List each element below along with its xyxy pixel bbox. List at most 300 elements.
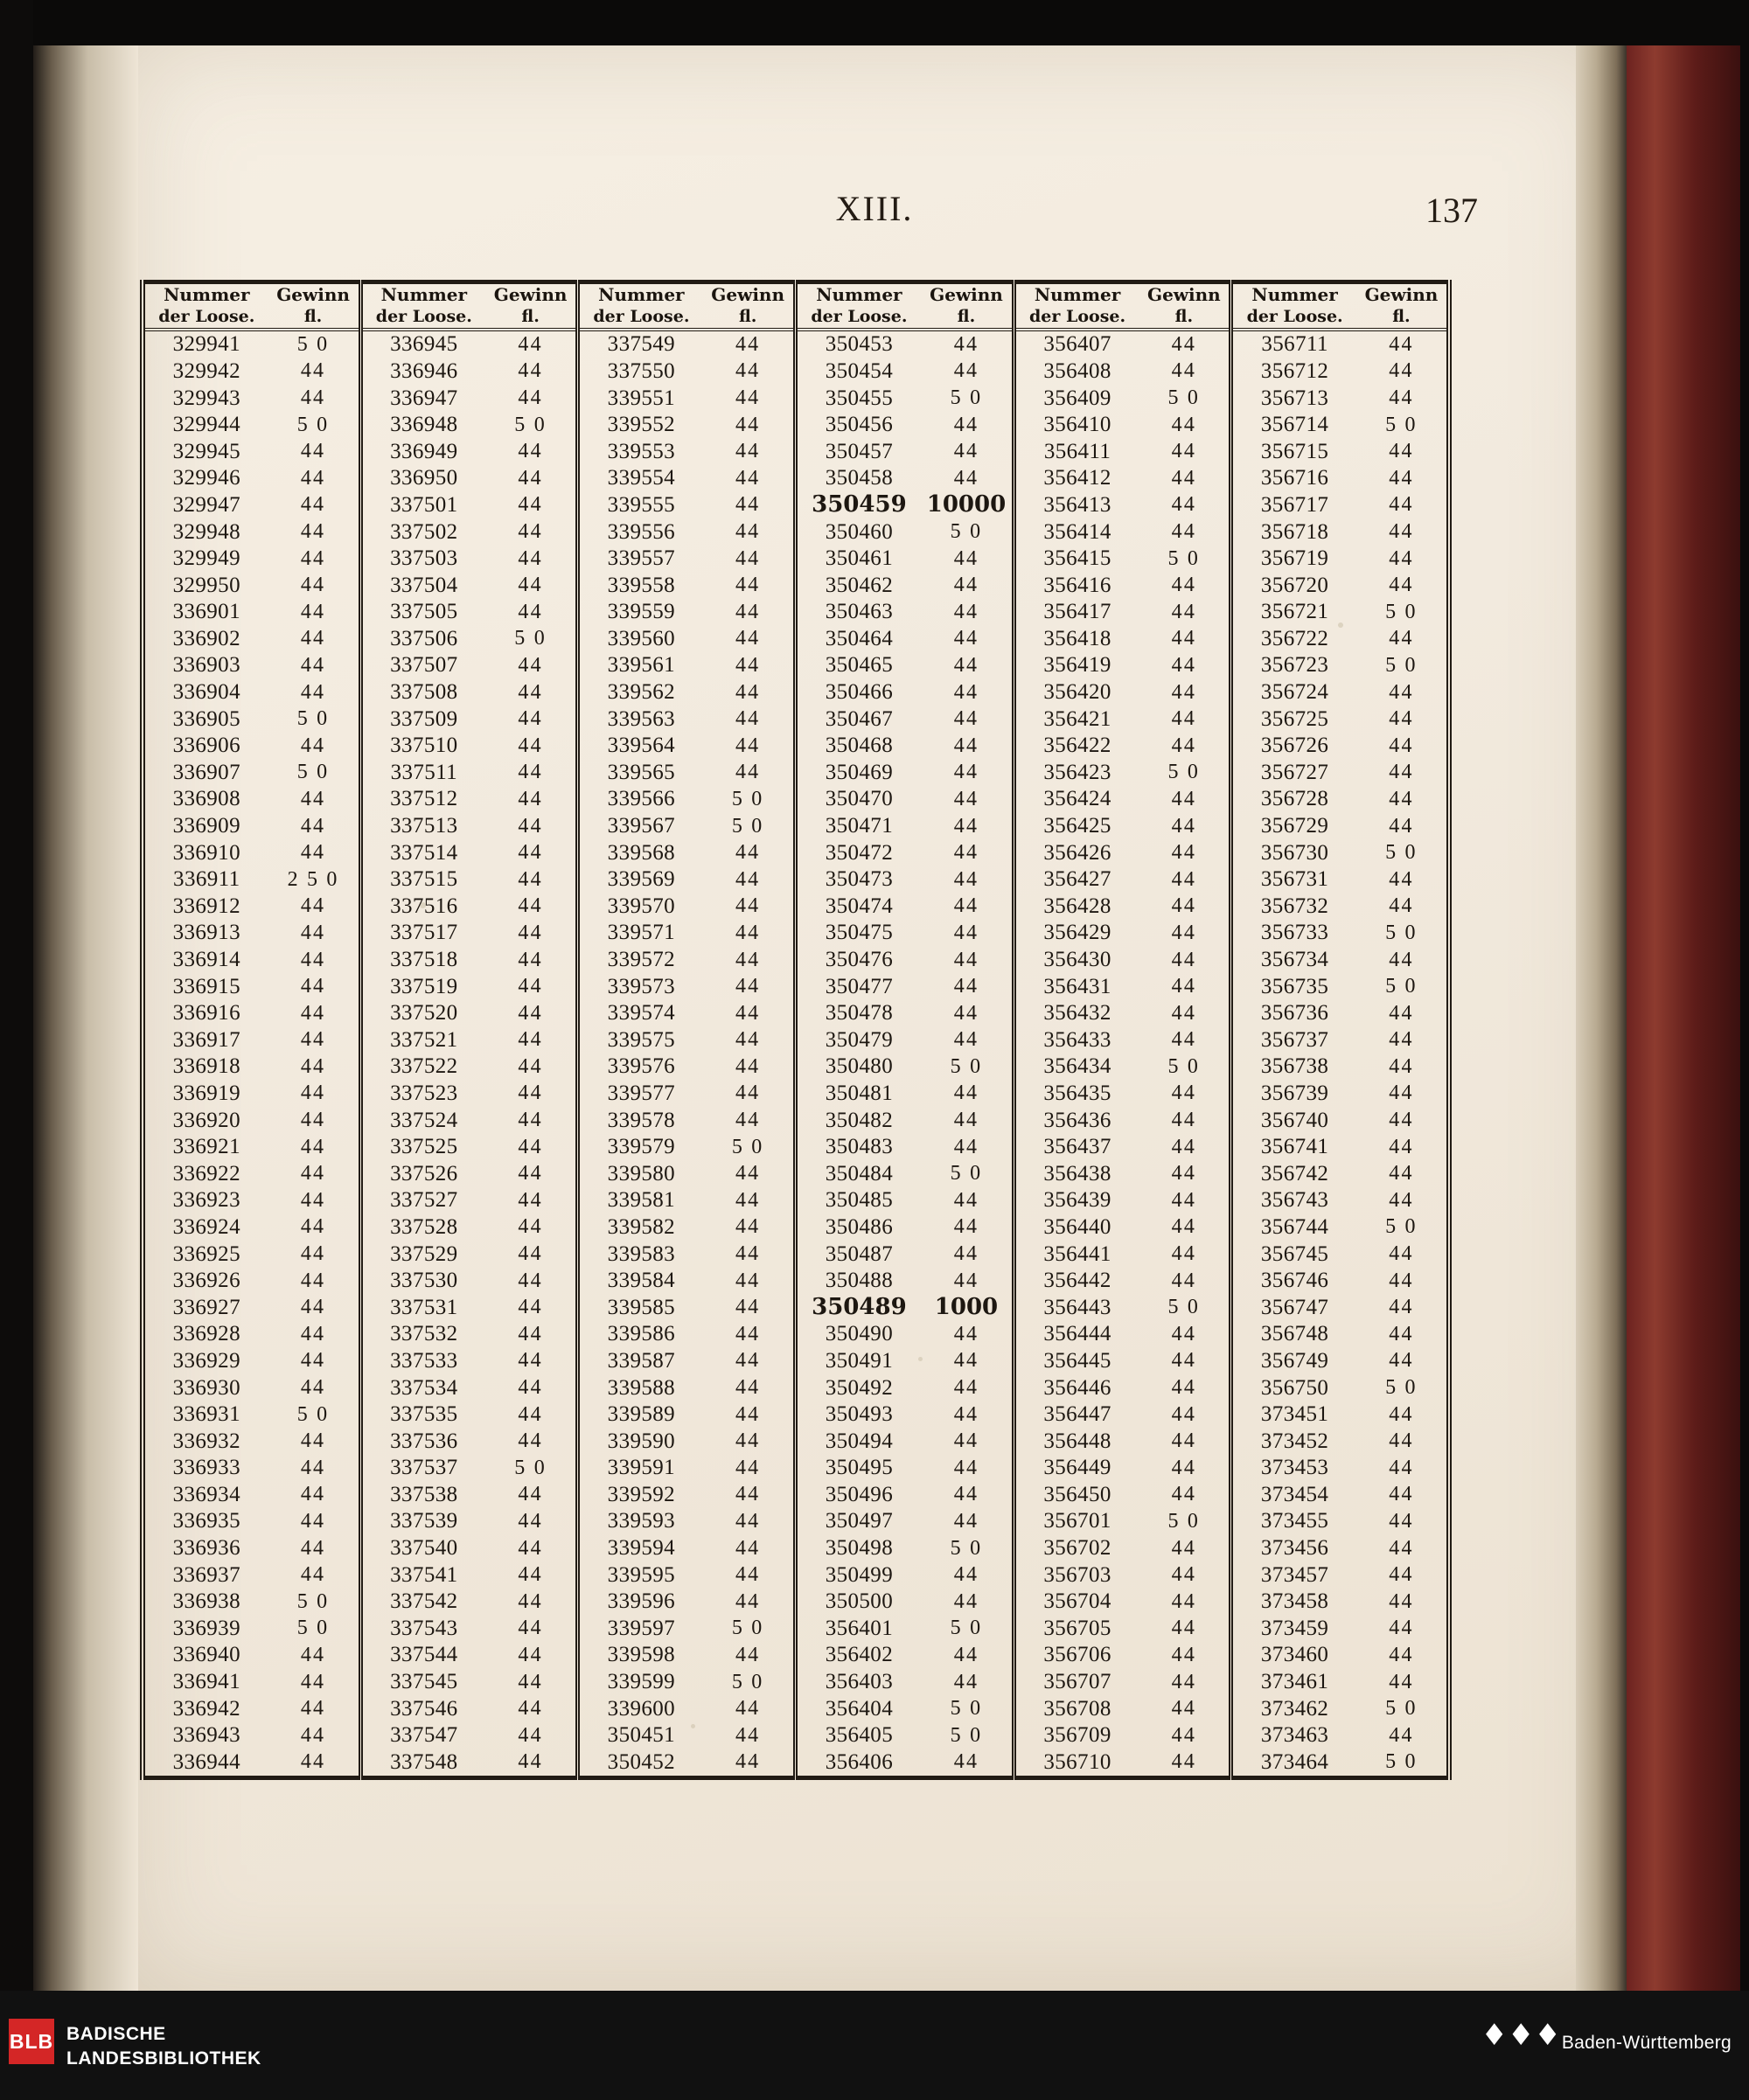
cell-prize-amount: 5 0	[921, 1615, 1014, 1642]
cell-ticket-number: 337532	[390, 1322, 458, 1346]
cell-ticket-number: 373463	[1260, 1723, 1329, 1748]
cell-ticket-number: 337501	[390, 492, 458, 517]
cell-prize-amount: 44	[921, 706, 1014, 733]
cell-prize-amount: 44	[1389, 1188, 1414, 1212]
cell-ticket-number: 339597	[607, 1616, 676, 1640]
cell-ticket-number: 337511	[390, 760, 458, 784]
cell-ticket-number: 336930	[172, 1375, 240, 1400]
cell-ticket-number: 356719	[1260, 546, 1329, 571]
cell-ticket-number: 356415	[1043, 546, 1111, 571]
cell-ticket-number: 373459	[1260, 1616, 1329, 1640]
cell-prize-amount: 5 0	[485, 411, 577, 438]
scan-border-top	[0, 0, 1749, 45]
cell-prize-amount: 5 0	[921, 1160, 1014, 1187]
cell-ticket-number: 356707	[1043, 1670, 1111, 1694]
cell-ticket-number: 356441	[1043, 1241, 1111, 1266]
cell-prize-amount: 5 0	[1139, 1053, 1230, 1081]
library-name-line2: LANDESBIBLIOTHEK	[66, 2048, 261, 2069]
table-row	[143, 652, 1449, 679]
cell-ticket-number: 350454	[825, 358, 894, 383]
cell-ticket-number: 356734	[1260, 948, 1329, 972]
cell-prize-amount: 44	[1139, 652, 1230, 679]
table-row	[143, 518, 1449, 546]
cell-ticket-number: 356727	[1260, 760, 1329, 784]
cell-prize-amount: 44	[1389, 546, 1414, 570]
lottery-table-wrapper	[140, 280, 1452, 1780]
chapter-number: XIII.	[835, 189, 914, 228]
cell-prize-amount: 44	[1139, 973, 1230, 1000]
cell-prize-amount: 44	[921, 1749, 1014, 1777]
cell-prize-amount: 44	[1389, 1643, 1414, 1666]
cell-prize-amount: 1000	[921, 1294, 1014, 1321]
cell-prize-amount: 5 0	[921, 1053, 1014, 1081]
cell-ticket-number: 350485	[825, 1188, 894, 1213]
cell-ticket-number: 336907	[172, 760, 240, 784]
col-header-number: Nummer der Loose.	[1231, 282, 1356, 330]
cell-prize-amount: 44	[268, 812, 360, 839]
cell-ticket-number: 356732	[1260, 894, 1329, 918]
cell-prize-amount: 44	[1389, 680, 1414, 704]
cell-ticket-number: 356446	[1043, 1375, 1111, 1400]
col-header-number: Nummer der Loose.	[795, 282, 921, 330]
cell-prize-amount: 44	[921, 999, 1014, 1026]
cell-prize-amount: 44	[1139, 1267, 1230, 1294]
cell-prize-amount: 5 0	[1139, 385, 1230, 412]
cell-ticket-number: 339551	[607, 386, 676, 410]
table-row	[143, 1347, 1449, 1374]
cell-prize-amount: 44	[1139, 1481, 1230, 1508]
cell-ticket-number: 339584	[607, 1269, 676, 1293]
cell-ticket-number: 329949	[172, 546, 240, 571]
cell-prize-amount: 44	[1389, 707, 1414, 731]
cell-ticket-number: 350493	[825, 1402, 894, 1427]
cell-ticket-number: 350483	[825, 1135, 894, 1159]
cell-ticket-number: 336946	[390, 358, 458, 383]
cell-prize-amount: 44	[1139, 330, 1230, 358]
cell-prize-amount: 44	[921, 732, 1014, 759]
table-row	[143, 1508, 1449, 1535]
cell-ticket-number: 356424	[1043, 787, 1111, 811]
book-cover	[1627, 45, 1740, 1991]
cell-ticket-number: 356433	[1043, 1027, 1111, 1052]
cell-ticket-number: 350478	[825, 1001, 894, 1026]
cell-prize-amount: 44	[1139, 1374, 1230, 1401]
cell-prize-amount: 44	[1139, 625, 1230, 652]
cell-prize-amount: 44	[1389, 1322, 1414, 1346]
cell-prize-amount: 5 0	[1385, 1376, 1418, 1400]
cell-prize-amount: 44	[485, 1241, 577, 1268]
cell-prize-amount: 44	[268, 786, 360, 813]
cell-ticket-number: 337513	[390, 814, 458, 838]
cell-ticket-number: 356738	[1260, 1054, 1329, 1079]
table-row	[143, 1133, 1449, 1160]
cell-ticket-number: 337502	[390, 519, 458, 544]
cell-prize-amount: 44	[1139, 1241, 1230, 1268]
cell-ticket-number: 336939	[172, 1616, 240, 1640]
cell-prize-amount: 44	[1389, 867, 1414, 891]
cell-ticket-number: 337522	[390, 1054, 458, 1079]
table-row	[143, 1588, 1449, 1615]
cell-prize-amount: 44	[1389, 1670, 1414, 1693]
cell-prize-amount: 44	[1139, 1321, 1230, 1348]
cell-ticket-number: 339577	[607, 1081, 676, 1105]
cell-prize-amount: 44	[485, 1695, 577, 1722]
cell-prize-amount: 44	[485, 1721, 577, 1749]
cell-prize-amount: 44	[703, 385, 795, 412]
cell-prize-amount: 44	[921, 893, 1014, 920]
cell-ticket-number: 350458	[825, 466, 894, 490]
library-footer-bar	[0, 1991, 1749, 2100]
cell-ticket-number: 356724	[1260, 680, 1329, 705]
cell-ticket-number: 373460	[1260, 1643, 1329, 1667]
cell-prize-amount: 44	[268, 1241, 360, 1268]
cell-ticket-number: 339553	[607, 439, 676, 463]
cell-prize-amount: 5 0	[921, 385, 1014, 412]
cell-ticket-number: 350497	[825, 1509, 894, 1533]
table-row	[143, 1455, 1449, 1482]
cell-ticket-number: 373457	[1260, 1562, 1329, 1587]
cell-prize-amount: 44	[1389, 440, 1414, 463]
cell-ticket-number: 356448	[1043, 1429, 1111, 1453]
cell-ticket-number: 336920	[172, 1108, 240, 1132]
cell-prize-amount: 44	[703, 1026, 795, 1053]
table-row	[143, 1321, 1449, 1348]
cell-prize-amount: 44	[1139, 1615, 1230, 1642]
cell-ticket-number: 339559	[607, 600, 676, 624]
cell-prize-amount: 44	[1389, 1483, 1414, 1506]
table-row	[143, 1561, 1449, 1589]
cell-ticket-number: 356748	[1260, 1322, 1329, 1346]
cell-ticket-number: 356403	[825, 1670, 894, 1694]
cell-prize-amount: 44	[703, 1561, 795, 1589]
cell-ticket-number: 339585	[607, 1295, 676, 1319]
cell-prize-amount: 44	[703, 1080, 795, 1107]
cell-ticket-number: 337539	[390, 1509, 458, 1533]
cell-prize-amount: 44	[1139, 1428, 1230, 1455]
cell-ticket-number: 350496	[825, 1482, 894, 1506]
cell-prize-amount: 44	[1139, 1213, 1230, 1241]
cell-ticket-number: 350460	[825, 519, 894, 544]
table-row	[143, 545, 1449, 572]
cell-ticket-number: 356410	[1043, 413, 1111, 437]
cell-ticket-number: 356444	[1043, 1322, 1111, 1346]
cell-ticket-number: 356442	[1043, 1269, 1111, 1293]
cell-ticket-number: 336933	[172, 1456, 240, 1480]
cell-prize-amount: 44	[703, 545, 795, 572]
cell-ticket-number: 337512	[390, 787, 458, 811]
cell-prize-amount: 5 0	[485, 625, 577, 652]
cell-ticket-number: 350456	[825, 413, 894, 437]
cell-prize-amount: 44	[268, 465, 360, 492]
table-row	[143, 999, 1449, 1026]
cell-ticket-number: 336929	[172, 1348, 240, 1373]
cell-ticket-number: 356718	[1260, 519, 1329, 544]
cell-prize-amount: 44	[921, 1642, 1014, 1669]
cell-ticket-number: 350494	[825, 1429, 894, 1453]
cell-ticket-number: 350469	[825, 760, 894, 784]
cell-ticket-number: 356706	[1043, 1643, 1111, 1667]
cell-ticket-number: 356744	[1260, 1214, 1329, 1239]
cell-ticket-number: 350480	[825, 1054, 894, 1079]
cell-ticket-number: 373452	[1260, 1429, 1329, 1453]
cell-ticket-number: 336908	[172, 787, 240, 811]
cell-ticket-number: 373454	[1260, 1482, 1329, 1506]
cell-prize-amount: 44	[485, 999, 577, 1026]
cell-prize-amount: 44	[921, 1455, 1014, 1482]
cell-ticket-number: 337550	[607, 358, 676, 383]
scan-border-right	[1740, 0, 1749, 2100]
cell-prize-amount: 44	[1139, 1107, 1230, 1134]
cell-prize-amount: 44	[485, 1374, 577, 1401]
cell-ticket-number: 356703	[1043, 1562, 1111, 1587]
cell-ticket-number: 339563	[607, 706, 676, 731]
cell-prize-amount: 44	[921, 1401, 1014, 1428]
cell-ticket-number: 339561	[607, 653, 676, 678]
cell-prize-amount: 44	[485, 1026, 577, 1053]
cell-prize-amount: 44	[703, 438, 795, 465]
cell-prize-amount: 44	[703, 411, 795, 438]
table-row	[143, 491, 1449, 518]
cell-ticket-number: 339589	[607, 1402, 676, 1427]
cell-ticket-number: 337504	[390, 573, 458, 597]
cell-ticket-number: 337505	[390, 600, 458, 624]
cell-prize-amount: 44	[1139, 786, 1230, 813]
cell-prize-amount: 44	[485, 1642, 577, 1669]
scan-border-left	[0, 0, 33, 2100]
cell-prize-amount: 44	[1139, 893, 1230, 920]
cell-ticket-number: 356735	[1260, 974, 1329, 998]
cell-prize-amount: 44	[921, 678, 1014, 706]
cell-ticket-number: 336935	[172, 1509, 240, 1533]
cell-prize-amount: 44	[485, 1213, 577, 1241]
cell-prize-amount: 44	[268, 1294, 360, 1321]
cell-prize-amount: 44	[921, 599, 1014, 626]
cell-ticket-number: 350468	[825, 734, 894, 758]
cell-ticket-number: 356438	[1043, 1161, 1111, 1186]
cell-prize-amount: 44	[268, 732, 360, 759]
cell-prize-amount: 44	[485, 866, 577, 893]
cell-ticket-number: 356408	[1043, 358, 1111, 383]
cell-ticket-number: 337538	[390, 1482, 458, 1506]
cell-prize-amount: 44	[703, 893, 795, 920]
cell-ticket-number: 356721	[1260, 600, 1329, 624]
cell-prize-amount: 44	[485, 839, 577, 866]
cell-ticket-number: 336936	[172, 1536, 240, 1561]
col-header-number: Nummer der Loose.	[578, 282, 703, 330]
cell-ticket-number: 356717	[1260, 492, 1329, 517]
cell-prize-amount: 44	[1139, 812, 1230, 839]
cell-prize-amount: 44	[921, 1107, 1014, 1134]
cell-ticket-number: 356411	[1043, 439, 1111, 463]
cell-ticket-number: 350461	[825, 546, 894, 571]
cell-prize-amount: 44	[1139, 1561, 1230, 1589]
cell-prize-amount: 44	[921, 1187, 1014, 1214]
cell-ticket-number: 373458	[1260, 1589, 1329, 1614]
cell-ticket-number: 350489	[812, 1294, 907, 1321]
cell-prize-amount: 5 0	[1385, 841, 1418, 865]
cell-ticket-number: 356731	[1260, 867, 1329, 892]
cell-ticket-number: 356439	[1043, 1188, 1111, 1213]
cell-ticket-number: 356747	[1260, 1295, 1329, 1319]
cell-prize-amount: 44	[1139, 1695, 1230, 1722]
cell-ticket-number: 356704	[1043, 1589, 1111, 1614]
cell-ticket-number: 356414	[1043, 519, 1111, 544]
cell-ticket-number: 337537	[390, 1456, 458, 1480]
cell-ticket-number: 356729	[1260, 814, 1329, 838]
cell-prize-amount: 44	[268, 1107, 360, 1134]
cell-ticket-number: 336904	[172, 680, 240, 705]
cell-ticket-number: 339567	[607, 814, 676, 838]
cell-ticket-number: 337548	[390, 1749, 458, 1774]
cell-prize-amount: 44	[1139, 920, 1230, 947]
cell-prize-amount: 44	[1139, 1668, 1230, 1695]
cell-prize-amount: 44	[268, 625, 360, 652]
cell-ticket-number: 329945	[172, 439, 240, 463]
cell-ticket-number: 339581	[607, 1188, 676, 1213]
table-row	[143, 411, 1449, 438]
cell-prize-amount: 44	[1389, 1509, 1414, 1533]
cell-prize-amount: 44	[1389, 1349, 1414, 1373]
cell-ticket-number: 336940	[172, 1643, 240, 1667]
cell-ticket-number: 339569	[607, 867, 676, 892]
cell-prize-amount: 44	[703, 866, 795, 893]
cell-prize-amount: 44	[1139, 465, 1230, 492]
cell-ticket-number: 356420	[1043, 680, 1111, 705]
cell-ticket-number: 356710	[1043, 1749, 1111, 1774]
cell-ticket-number: 356429	[1043, 921, 1111, 945]
cell-ticket-number: 339600	[607, 1696, 676, 1721]
cell-ticket-number: 339583	[607, 1241, 676, 1266]
cell-prize-amount: 44	[921, 973, 1014, 1000]
col-header-gewinn: Gewinn fl.	[1139, 282, 1230, 330]
cell-prize-amount: 44	[1139, 999, 1230, 1026]
col-header-gewinn: Gewinn fl.	[921, 282, 1014, 330]
cell-prize-amount: 44	[1389, 466, 1414, 490]
cell-ticket-number: 337515	[390, 867, 458, 892]
table-row	[143, 358, 1449, 385]
cell-prize-amount: 44	[268, 920, 360, 947]
cell-ticket-number: 350491	[825, 1348, 894, 1373]
cell-ticket-number: 356406	[825, 1749, 894, 1774]
cell-ticket-number: 336921	[172, 1135, 240, 1159]
cell-ticket-number: 329942	[172, 358, 240, 383]
cell-prize-amount: 5 0	[1385, 653, 1418, 677]
cell-prize-amount: 44	[703, 1642, 795, 1669]
table-row	[143, 1721, 1449, 1749]
cell-ticket-number: 350473	[825, 867, 894, 892]
cell-ticket-number: 339599	[607, 1670, 676, 1694]
cell-ticket-number: 337508	[390, 680, 458, 705]
cell-ticket-number: 336948	[390, 413, 458, 437]
col-header-gewinn: Gewinn fl.	[703, 282, 795, 330]
cell-prize-amount: 44	[1389, 1617, 1414, 1640]
cell-ticket-number: 356445	[1043, 1348, 1111, 1373]
baden-wuerttemberg-crest-icon: ♦♦♦	[1481, 2018, 1561, 2053]
cell-ticket-number: 339593	[607, 1509, 676, 1533]
cell-ticket-number: 373453	[1260, 1456, 1329, 1480]
cell-ticket-number: 336941	[172, 1670, 240, 1694]
cell-ticket-number: 329941	[172, 332, 240, 357]
page-gutter-shadow	[33, 45, 138, 1991]
cell-prize-amount: 5 0	[703, 1668, 795, 1695]
table-row	[143, 1642, 1449, 1669]
cell-prize-amount: 44	[1139, 411, 1230, 438]
cell-prize-amount: 44	[703, 973, 795, 1000]
cell-ticket-number: 337510	[390, 734, 458, 758]
cell-prize-amount: 44	[703, 599, 795, 626]
cell-prize-amount: 44	[485, 759, 577, 786]
table-row	[143, 572, 1449, 599]
library-name-line1: BADISCHE	[66, 2024, 166, 2044]
cell-ticket-number: 350457	[825, 439, 894, 463]
cell-ticket-number: 356434	[1043, 1054, 1111, 1079]
cell-ticket-number: 356714	[1260, 413, 1329, 437]
cell-ticket-number: 373451	[1260, 1402, 1329, 1427]
cell-prize-amount: 44	[921, 465, 1014, 492]
cell-ticket-number: 329944	[172, 413, 240, 437]
table-row	[143, 1053, 1449, 1081]
cell-prize-amount: 44	[921, 812, 1014, 839]
cell-ticket-number: 356705	[1043, 1616, 1111, 1640]
cell-prize-amount: 44	[1389, 1429, 1414, 1453]
library-name	[66, 2022, 261, 2070]
cell-ticket-number: 329943	[172, 386, 240, 410]
table-row	[143, 1213, 1449, 1241]
cell-ticket-number: 350499	[825, 1562, 894, 1587]
cell-ticket-number: 356723	[1260, 653, 1329, 678]
cell-prize-amount: 44	[1389, 1054, 1414, 1078]
cell-prize-amount: 44	[1139, 1080, 1230, 1107]
cell-ticket-number: 336932	[172, 1429, 240, 1453]
page-header	[131, 188, 1618, 240]
cell-prize-amount: 44	[268, 1213, 360, 1241]
cell-prize-amount: 44	[485, 438, 577, 465]
cell-prize-amount: 44	[268, 572, 360, 599]
state-label: Baden-Württemberg	[1561, 2033, 1732, 2053]
cell-ticket-number: 356419	[1043, 653, 1111, 678]
cell-prize-amount: 44	[485, 1561, 577, 1589]
cell-prize-amount: 44	[703, 1321, 795, 1348]
cell-prize-amount: 44	[703, 572, 795, 599]
cell-ticket-number: 329950	[172, 573, 240, 597]
cell-prize-amount: 44	[1139, 1749, 1230, 1777]
cell-ticket-number: 356449	[1043, 1456, 1111, 1480]
cell-prize-amount: 44	[703, 1267, 795, 1294]
cell-ticket-number: 356720	[1260, 573, 1329, 597]
table-row	[143, 678, 1449, 706]
cell-prize-amount: 44	[703, 1455, 795, 1482]
cell-prize-amount: 44	[268, 438, 360, 465]
cell-ticket-number: 337507	[390, 653, 458, 678]
cell-prize-amount: 44	[268, 599, 360, 626]
table-row	[143, 1107, 1449, 1134]
cell-ticket-number: 350471	[825, 814, 894, 838]
cell-ticket-number: 337530	[390, 1269, 458, 1293]
cell-prize-amount: 44	[268, 1026, 360, 1053]
cell-prize-amount: 44	[703, 1721, 795, 1749]
cell-ticket-number: 337518	[390, 948, 458, 972]
cell-prize-amount: 44	[268, 1695, 360, 1722]
cell-ticket-number: 356736	[1260, 1001, 1329, 1026]
cell-prize-amount: 44	[485, 1160, 577, 1187]
cell-ticket-number: 337521	[390, 1027, 458, 1052]
cell-prize-amount: 44	[485, 946, 577, 973]
cell-prize-amount: 44	[1389, 1402, 1414, 1426]
cell-ticket-number: 339576	[607, 1054, 676, 1079]
cell-prize-amount: 44	[485, 1615, 577, 1642]
cell-prize-amount: 5 0	[268, 1401, 360, 1428]
cell-prize-amount: 44	[1139, 1588, 1230, 1615]
